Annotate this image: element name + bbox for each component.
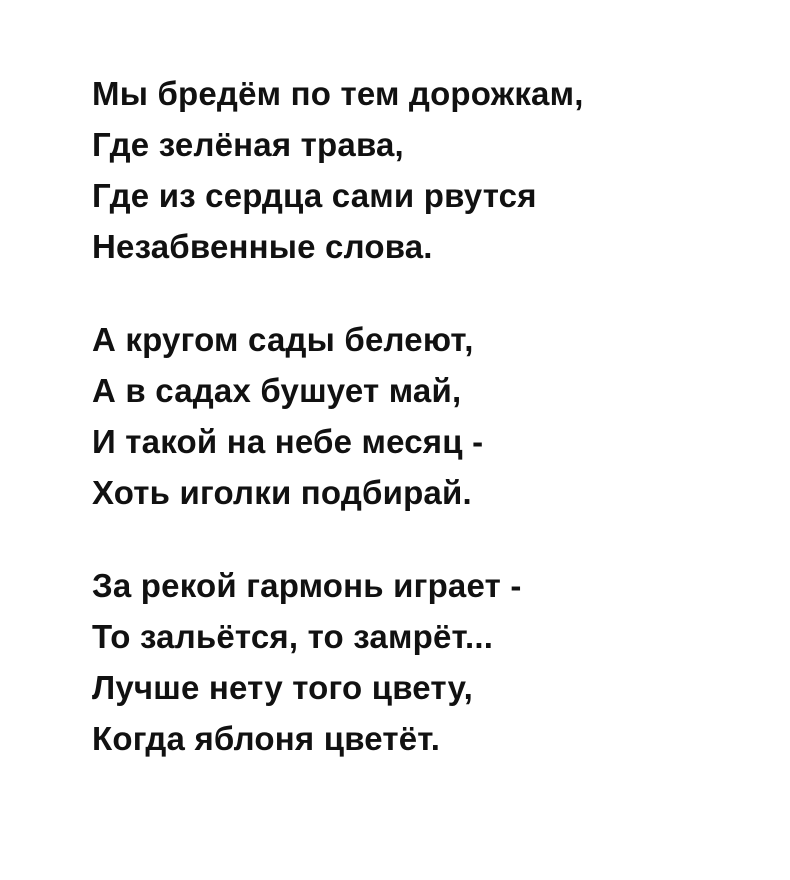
poem-stanza (92, 68, 750, 272)
poem-line: Незабвенные слова. (92, 228, 433, 265)
poem-line: Где зелёная трава, (92, 126, 404, 163)
poem-line: Лучше нету того цвету, (92, 669, 474, 706)
poem-stanza (92, 314, 750, 518)
poem-line: Где из сердца сами рвутся (92, 177, 537, 214)
poem-line: Хоть иголки подбирай. (92, 474, 472, 511)
poem-line: И такой на небе месяц - (92, 423, 484, 460)
poem-line: Мы бредём по тем дорожкам, (92, 75, 584, 112)
poem-line: А в садах бушует май, (92, 372, 462, 409)
poem-line: А кругом сады белеют, (92, 321, 474, 358)
poem-stanza (92, 560, 750, 764)
poem-line: То зальётся, то замрёт... (92, 618, 494, 655)
poem-line: Когда яблоня цветёт. (92, 720, 441, 757)
poem-line: За рекой гармонь играет - (92, 567, 522, 604)
poem-text-block (92, 68, 750, 764)
